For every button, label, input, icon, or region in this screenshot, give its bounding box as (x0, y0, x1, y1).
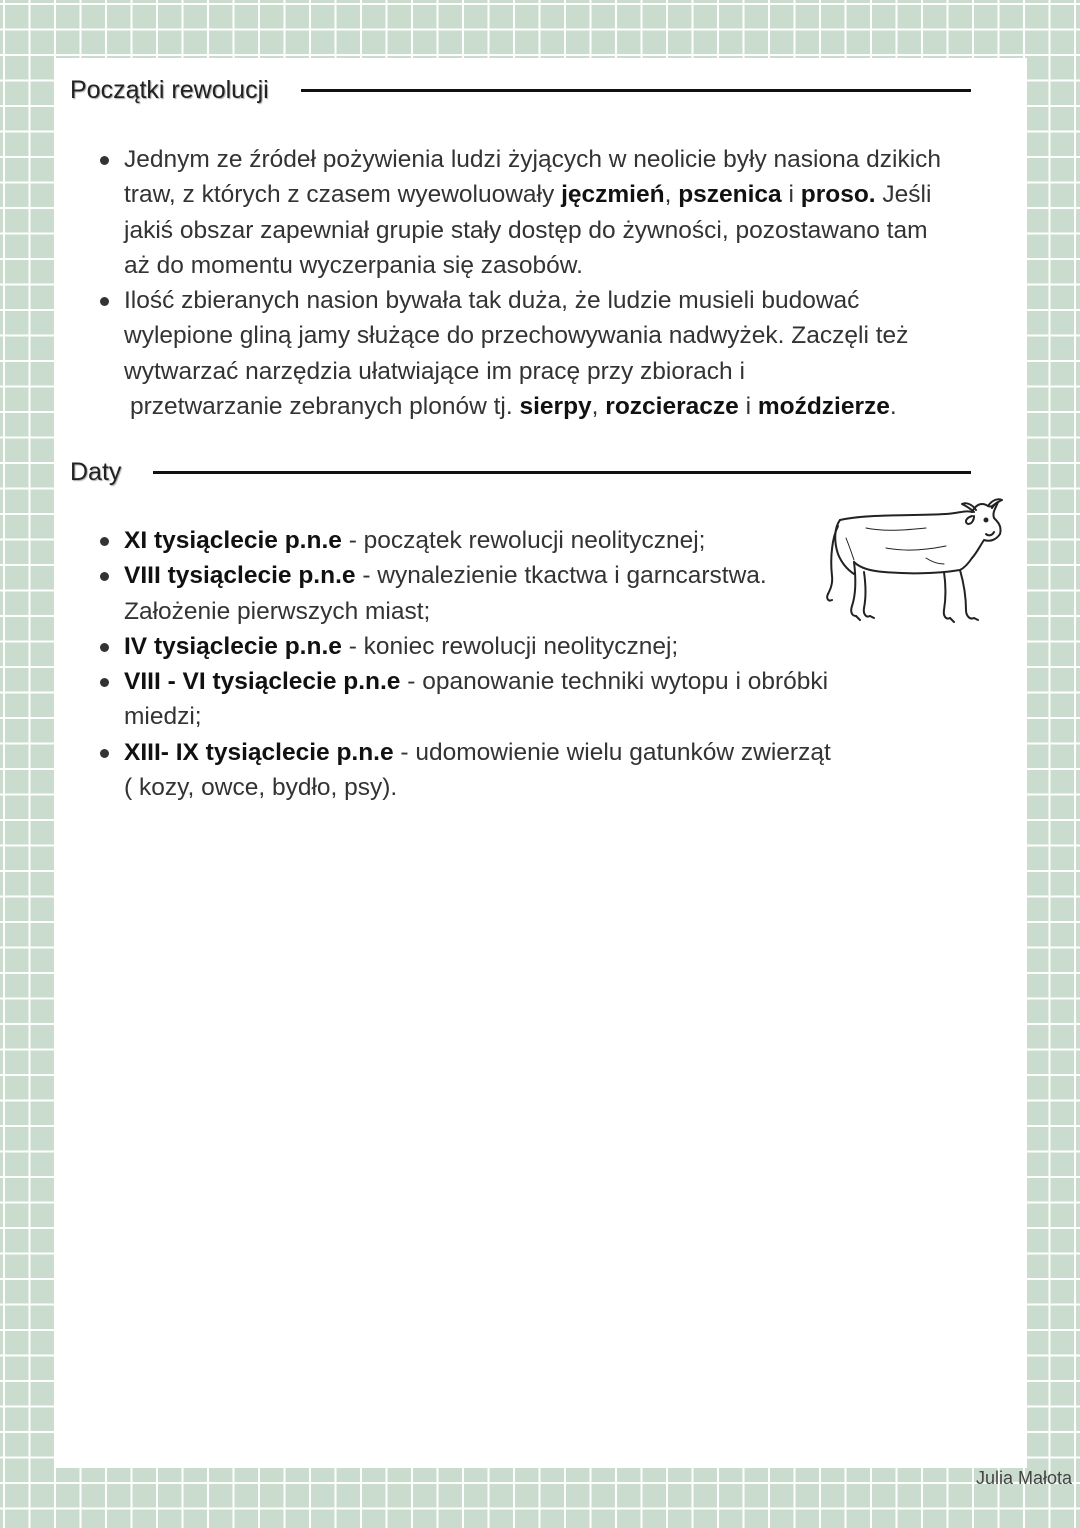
date-label: VIII - VI tysiąclecie p.n.e (124, 668, 401, 696)
section-title-revolution: Początki rewolucji (70, 76, 269, 104)
section-heading-row (70, 458, 971, 487)
item-text: ( kozy, owce, bydło, psy). (124, 774, 398, 802)
author-signature: Julia Małota (975, 1468, 1072, 1488)
keyword: moździerze (757, 393, 890, 421)
date-label: XI tysiąclecie p.n.e (124, 527, 342, 554)
item-text: - początek rewolucji neolitycznej; (341, 527, 706, 554)
item-text: , (591, 393, 606, 421)
item-text: - udomowienie wielu gatunków zwierząt (393, 738, 831, 766)
note-sheet (54, 58, 1027, 1468)
item-text: przetwarzanie zebranych plonów tj. (130, 393, 520, 421)
item-text: i (781, 181, 801, 209)
item-text: i (738, 393, 758, 421)
heading-divider (301, 89, 971, 92)
dates-bullet-list (54, 523, 954, 805)
date-label: IV tysiąclecie p.n.e (124, 632, 342, 660)
item-text: - wynalezienie tkactwa i garncarstwa. (355, 562, 767, 590)
item-text: Ilość zbieranych nasion bywała tak duża, że ludzie musieli budować wylepione gliną jamy służące do przechowywania nadwyżek. Zaczęli też wytwarzać narzędzia ułatwiające im pracę przy zbiorach i (124, 287, 909, 385)
cow-icon (826, 498, 1004, 630)
item-text: Założenie pierwszych miast; (124, 597, 431, 625)
section-title-dates: Daty (70, 458, 122, 486)
list-item (54, 629, 954, 664)
list-item (54, 142, 954, 283)
heading-divider (153, 471, 971, 474)
keyword: rozcieracze (605, 393, 739, 421)
item-text: miedzi; (124, 703, 202, 731)
section-heading-row (70, 76, 971, 105)
date-label: VIII tysiąclecie p.n.e (124, 562, 356, 590)
item-text: Jednym ze źródeł pożywienia ludzi żyjących w neolicie były nasiona dzikich traw, z których z czasem wyewoluowały (124, 146, 942, 209)
item-text: . (889, 393, 897, 421)
date-label: XIII- IX tysiąclecie p.n.e (124, 738, 394, 766)
keyword: proso. (800, 181, 876, 209)
keyword: pszenica (678, 181, 782, 209)
list-item (54, 664, 954, 735)
list-item (54, 283, 954, 424)
revolution-bullet-list (54, 142, 954, 424)
list-item (54, 558, 954, 629)
keyword: jęczmień (561, 181, 665, 209)
list-item (54, 523, 954, 558)
item-text: - opanowanie techniki wytopu i obróbki (400, 668, 829, 696)
item-text: - koniec rewolucji neolitycznej; (341, 632, 679, 660)
list-item (54, 735, 954, 806)
item-text: , (664, 181, 679, 209)
keyword: sierpy (519, 393, 592, 421)
item-text: Jeśli jakiś obszar zapewniał grupie stały dostęp do żywności, pozostawano tam aż do momentu wyczerpania się zasobów. (124, 181, 932, 279)
